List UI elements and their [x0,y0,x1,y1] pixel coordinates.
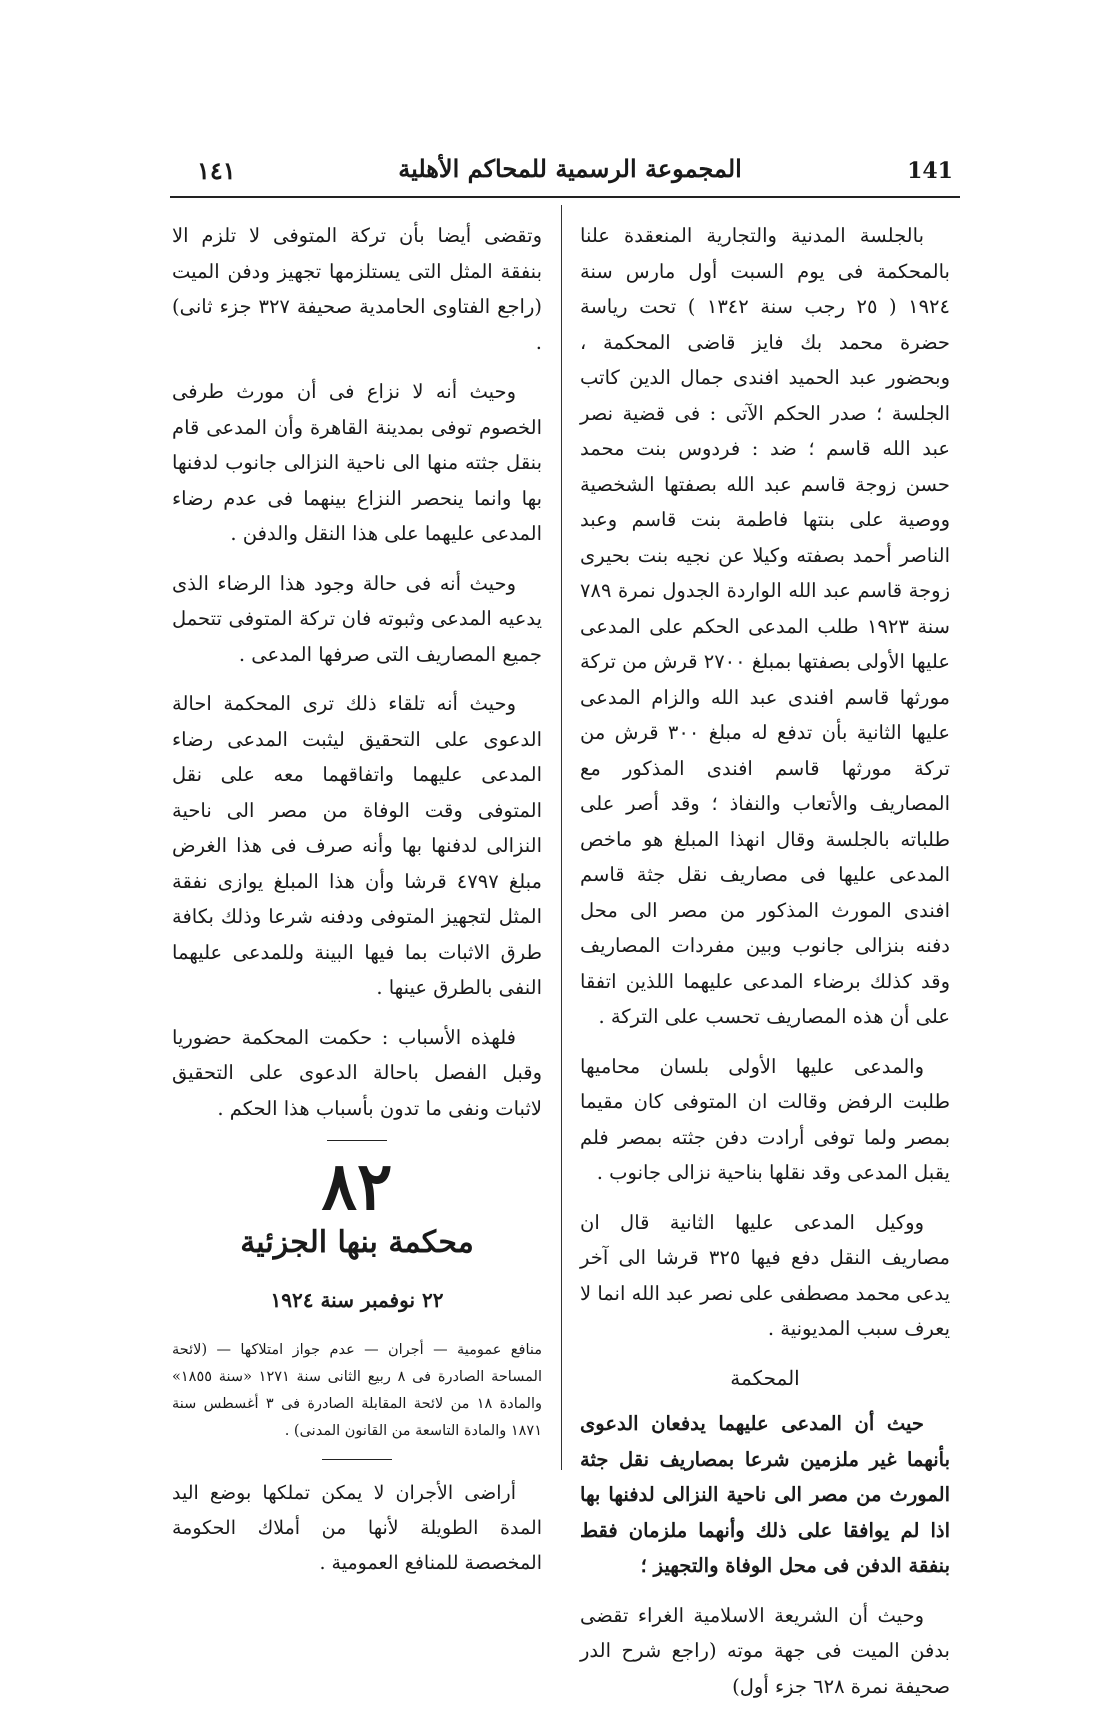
judgment-date: ٢٢ نوفمبر سنة ١٩٢٤ [270,1288,444,1312]
summary-divider [322,1459,392,1460]
paragraph: ووكيل المدعى عليها الثانية قال ان مصاريف النقل دفع فيها ٣٢٥ قرشا الى آخر يدعى محمد مصطفى على نصر عبد الله انما لا يعرف سبب المديونية . [580,1210,951,1340]
case-summary: منافع عمومية — أجران — عدم جواز امتلاكها — (لائحة المساحة الصادرة فى ٨ ربيع الثانى سنة ١٢٧١ «سنة ١٨٥٥» والمادة ١٨ من لائحة المقابلة الصادرة فى ٣ أغسطس سنة ١٨٧١ والمادة التاسعة من القانون المدنى) . [172,1341,542,1439]
page-number-latin: 141 [907,158,953,184]
paragraph: وتقضى أيضا بأن تركة المتوفى لا تلزم الا بنفقة المثل التى يستلزمها تجهيز ودفن الميت (راجع الفتاوى الحامدية صحيفة ٣٢٧ جزء ثانى) . [172,224,542,354]
column-divider [561,205,562,1470]
paragraph: فلهذه الأسباب : حكمت المحكمة حضوريا وقبل الفصل باحالة الدعوى على التحقيق لاثبات ونفى ما تدون بأسباب هذا الحكم . [172,1025,542,1120]
paragraph: وحيث أنه فى حالة وجود هذا الرضاء الذى يدعيه المدعى وثبوته فان تركة المتوفى تتحمل جميع المصاريف التى صرفها المدعى . [172,571,542,666]
paragraph: حيث أن المدعى عليهما يدفعان الدعوى بأنهما غير ملزمين شرعا بمصاريف نقل جثة المورث من مصر الى ناحية النزالى لدفنها بها اذا لم يوافقا على ذلك وأنهما ملزمان فقط بنفقة الدفن فى محل الوفاة والتجهيز ؛ [580,1412,950,1577]
section-divider [327,1140,387,1141]
page-number-arabic: ١٤١ [197,156,236,185]
court-name: محكمة بنها الجزئية [240,1225,474,1260]
paragraph: وحيث أن الشريعة الاسلامية الغراء تقضى بدفن الميت فى جهة موته (راجع شرح الدر صحيفة نمرة ٦٢٨ جزء أول) [580,1603,950,1698]
paragraph: والمدعى عليها الأولى بلسان محاميها طلبت الرفض وقالت ان المتوفى كان مقيما بمصر ولما توفى أرادت دفن جثته بمصر فلم يقبل المدعى وقد نقلها بناحية نزالى جانوب . [580,1054,950,1184]
right-column [580,218,950,1718]
header-rule [170,196,960,198]
case-number: ٨٢ [321,1147,393,1225]
legal-principle: أراضى الأجران لا يمكن تملكها بوضع اليد المدة الطويلة لأنها من أملاك الحكومة المخصصة للمنافع العمومية . [172,1481,542,1574]
page-header [175,150,965,190]
left-column [172,218,542,1595]
paragraph: وحيث أنه لا نزاع فى أن مورث طرفى الخصوم توفى بمدينة القاهرة وأن المدعى قام بنقل جثته منها الى ناحية النزالى جانوب لدفنها بها وانما ينحصر النزاع بينهما فى عدم رضاء المدعى عليهما على هذا النقل والدفن . [172,380,542,545]
section-heading: المحكمة [730,1365,800,1390]
publication-title: المجموعة الرسمية للمحاكم الأهلية [398,154,742,183]
paragraph: بالجلسة المدنية والتجارية المنعقدة علنا بالمحكمة فى يوم السبت أول مارس سنة ١٩٢٤ ( ٢٥ رجب سنة ١٣٤٢ ) تحت رياسة حضرة محمد بك فايز قاضى المحكمة ، وبحضور عبد الحميد افندى جمال الدين كاتب الجلسة ؛ صدر الحكم الآتى : فى قضية نصر عبد الله قاسم ؛ ضد : فردوس بنت محمد حسن زوجة قاسم عبد الله بصفتها الشخصية ووصية على بنتها فاطمة بنت قاسم وعبد الناصر أحمد بصفته وكيلا عن نجيه بنت بحيرى زوجة قاسم عبد الله الواردة الجدول نمرة ٧٨٩ سنة ١٩٢٣ طلب المدعى الحكم على المدعى عليها الأولى بصفتها بمبلغ ٢٧٠٠ قرش من تركة مورثها قاسم افندى عبد الله والزام المدعى عليها الثانية بأن تدفع له مبلغ ٣٠٠ قرش من تركة مورثها قاسم افندى المذكور مع المصاريف والأتعاب والنفاذ ؛ وقد أصر على طلباته بالجلسة وقال انهذا المبلغ هو ماخص المدعى عليها فى مصاريف نقل جثة قاسم افندى المورث المذكور من مصر الى محل دفنه بنزالى جانوب وبين مفردات المصاريف وقد كذلك برضاء المدعى عليهما اللذين اتفقا على أن هذه المصاريف تحسب على التركة . [580,224,950,1028]
paragraph: وحيث أنه تلقاء ذلك ترى المحكمة احالة الدعوى على التحقيق ليثبت المدعى رضاء المدعى عليهما واتفاقهما معه على نقل المتوفى وقت الوفاة من مصر الى ناحية النزالى لدفنها بها وأنه صرف فى هذا الغرض مبلغ ٤٧٩٧ قرشا وأن هذا المبلغ يوازى نفقة المثل لتجهيز المتوفى ودفنه شرعا وذلك بكافة طرق الاثبات بما فيها البينة وللمدعى عليهما النفى بالطرق عينها . [172,692,542,999]
